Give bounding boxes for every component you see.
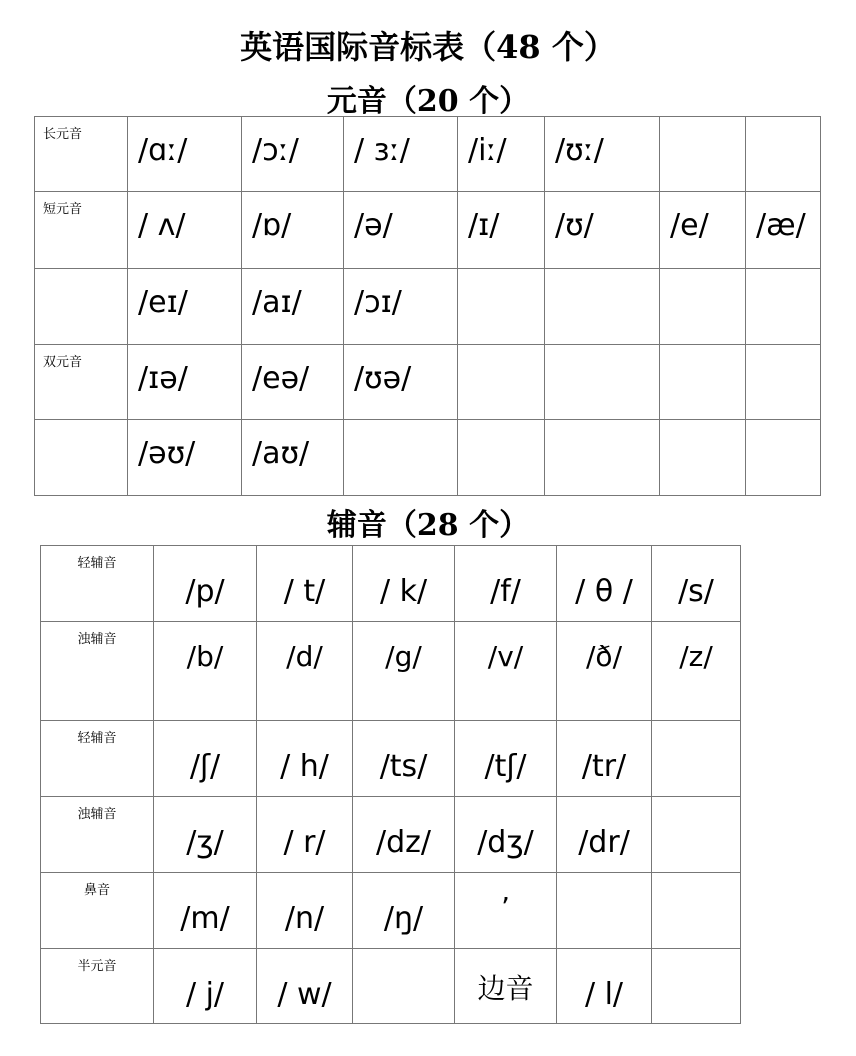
consonant-cell: / j/ bbox=[154, 949, 257, 1024]
vowel-row-short bbox=[35, 192, 821, 269]
row-label: 长元音 bbox=[35, 117, 128, 192]
row-label: 浊辅音 bbox=[41, 622, 154, 721]
consonant-row-semivowel bbox=[41, 949, 741, 1024]
consonant-cell: / t/ bbox=[257, 546, 353, 622]
consonant-cell: /ŋ/ bbox=[353, 873, 455, 949]
consonant-cell: /v/ bbox=[455, 622, 557, 721]
consonant-cell: /ð/ bbox=[557, 622, 652, 721]
vowel-cell: /ʊə/ bbox=[344, 345, 458, 420]
consonant-row-nasal bbox=[41, 873, 741, 949]
consonant-row-voiceless-2 bbox=[41, 721, 741, 797]
vowel-cell: /eɪ/ bbox=[128, 269, 242, 345]
vowel-cell bbox=[344, 420, 458, 496]
consonant-cell: /dr/ bbox=[557, 797, 652, 873]
consonant-cell: /f/ bbox=[455, 546, 557, 622]
vowel-cell: /aʊ/ bbox=[242, 420, 344, 496]
vowel-cell: /ɪə/ bbox=[128, 345, 242, 420]
consonant-cell: /n/ bbox=[257, 873, 353, 949]
vowel-cell: /eə/ bbox=[242, 345, 344, 420]
vowel-cell bbox=[545, 345, 660, 420]
consonant-cell: /s/ bbox=[652, 546, 741, 622]
vowel-cell: /ɪ/ bbox=[458, 192, 545, 269]
consonant-cell: /b/ bbox=[154, 622, 257, 721]
vowel-cell bbox=[660, 269, 746, 345]
vowel-cell bbox=[746, 117, 821, 192]
vowel-cell bbox=[746, 420, 821, 496]
vowel-cell: / ɜː/ bbox=[344, 117, 458, 192]
consonant-cell bbox=[652, 721, 741, 797]
vowel-cell bbox=[746, 345, 821, 420]
consonant-cell: /dʒ/ bbox=[455, 797, 557, 873]
consonant-cell: /p/ bbox=[154, 546, 257, 622]
vowel-cell: /əʊ/ bbox=[128, 420, 242, 496]
vowel-cell: /ʊ/ bbox=[545, 192, 660, 269]
consonant-cell bbox=[557, 873, 652, 949]
row-label: 双元音 bbox=[35, 345, 128, 420]
vowel-cell: /ɔː/ bbox=[242, 117, 344, 192]
consonant-cell: ’ bbox=[455, 873, 557, 949]
consonant-cell bbox=[652, 797, 741, 873]
vowel-cell bbox=[660, 420, 746, 496]
vowel-cell bbox=[545, 269, 660, 345]
consonant-cell: /ʃ/ bbox=[154, 721, 257, 797]
vowel-cell: /ɑː/ bbox=[128, 117, 242, 192]
consonants-section-title: 辅音（28 个） bbox=[326, 508, 530, 543]
page-title: 英语国际音标表（48 个） bbox=[240, 28, 616, 66]
row-label: 轻辅音 bbox=[41, 546, 154, 622]
consonant-cell: /ʒ/ bbox=[154, 797, 257, 873]
consonant-cell: /g/ bbox=[353, 622, 455, 721]
consonant-cell: 边音 bbox=[455, 949, 557, 1024]
vowels-section-title: 元音（20 个） bbox=[326, 84, 530, 119]
consonant-row-voiceless-1 bbox=[41, 546, 741, 622]
vowel-cell bbox=[458, 345, 545, 420]
row-label bbox=[35, 420, 128, 496]
vowel-cell bbox=[660, 117, 746, 192]
vowel-cell: /aɪ/ bbox=[242, 269, 344, 345]
vowel-cell bbox=[746, 269, 821, 345]
vowel-row-diphthong-1 bbox=[35, 269, 821, 345]
vowel-cell bbox=[545, 420, 660, 496]
consonant-row-voiced-2 bbox=[41, 797, 741, 873]
vowel-cell: /ɔɪ/ bbox=[344, 269, 458, 345]
consonant-cell: / h/ bbox=[257, 721, 353, 797]
consonant-cell: /dz/ bbox=[353, 797, 455, 873]
vowel-table bbox=[34, 116, 821, 496]
consonant-cell: / θ / bbox=[557, 546, 652, 622]
consonant-cell: / r/ bbox=[257, 797, 353, 873]
consonant-cell: /ts/ bbox=[353, 721, 455, 797]
consonant-cell bbox=[652, 873, 741, 949]
vowel-cell: /æ/ bbox=[746, 192, 821, 269]
consonant-cell: /tʃ/ bbox=[455, 721, 557, 797]
row-label bbox=[35, 269, 128, 345]
consonant-cell: / l/ bbox=[557, 949, 652, 1024]
consonant-cell: /m/ bbox=[154, 873, 257, 949]
row-label: 鼻音 bbox=[41, 873, 154, 949]
vowel-cell: / ʌ/ bbox=[128, 192, 242, 269]
vowel-cell: /iː/ bbox=[458, 117, 545, 192]
vowel-cell: /ə/ bbox=[344, 192, 458, 269]
vowel-cell: /ɒ/ bbox=[242, 192, 344, 269]
vowel-cell: /ʊː/ bbox=[545, 117, 660, 192]
row-label: 半元音 bbox=[41, 949, 154, 1024]
consonant-cell: /d/ bbox=[257, 622, 353, 721]
consonant-cell: / k/ bbox=[353, 546, 455, 622]
vowel-cell bbox=[458, 269, 545, 345]
row-label: 短元音 bbox=[35, 192, 128, 269]
consonant-cell: /z/ bbox=[652, 622, 741, 721]
vowel-cell bbox=[458, 420, 545, 496]
consonant-cell bbox=[353, 949, 455, 1024]
consonant-cell bbox=[652, 949, 741, 1024]
vowel-cell bbox=[660, 345, 746, 420]
row-label: 轻辅音 bbox=[41, 721, 154, 797]
vowel-row-diphthong-3 bbox=[35, 420, 821, 496]
row-label: 浊辅音 bbox=[41, 797, 154, 873]
consonant-row-voiced-1 bbox=[41, 622, 741, 721]
vowel-row-long bbox=[35, 117, 821, 192]
consonant-cell: / w/ bbox=[257, 949, 353, 1024]
vowel-cell: /e/ bbox=[660, 192, 746, 269]
consonant-table bbox=[40, 545, 741, 1024]
vowel-row-diphthong-2 bbox=[35, 345, 821, 420]
consonant-cell: /tr/ bbox=[557, 721, 652, 797]
